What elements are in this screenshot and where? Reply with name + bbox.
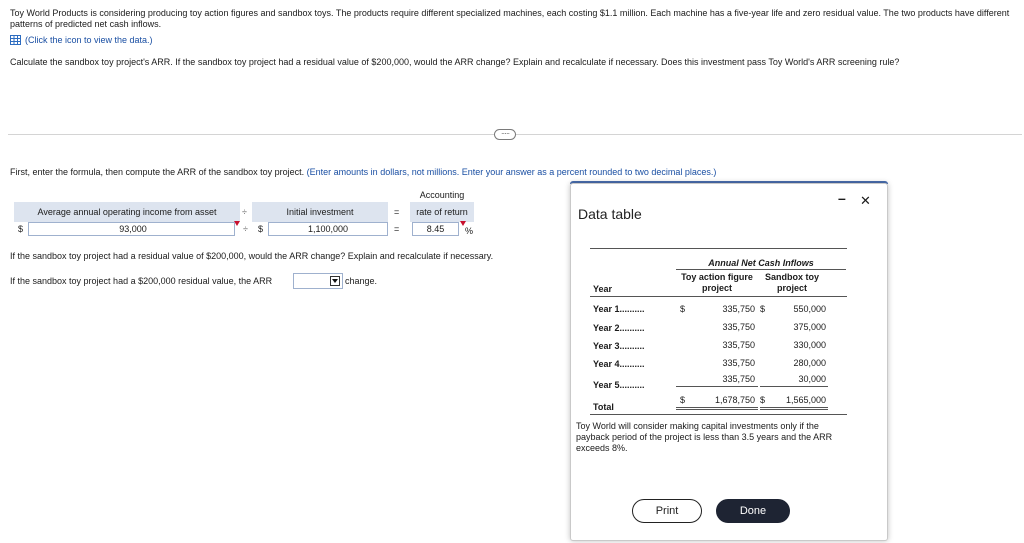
cell-sandbox-year4: 280,000 — [793, 358, 826, 368]
view-data-link[interactable] — [10, 35, 153, 45]
row-label-year4: Year 4.......... — [593, 359, 645, 369]
row-label-year2: Year 2.......... — [593, 323, 645, 333]
chevron-down-icon[interactable] — [330, 276, 340, 286]
done-button[interactable]: Done — [716, 499, 790, 523]
investment-dollar-sign: $ — [258, 224, 264, 234]
residual-sentence-end: change. — [345, 276, 378, 286]
divide-operator: ÷ — [242, 207, 247, 217]
cell-sandbox-year1: 550,000 — [793, 304, 826, 314]
percent-sign: % — [465, 226, 474, 236]
formula-header-arr — [410, 202, 474, 222]
arr-input[interactable] — [412, 222, 459, 236]
view-data-link-text[interactable]: (Click the icon to view the data.) — [25, 35, 153, 45]
residual-question: If the sandbox toy project had a residual value of $200,000, would the ARR change? Explain and recalculate if necessary. — [10, 251, 494, 261]
initial-investment-header-label: Initial investment — [286, 207, 354, 217]
arr-header-label: rate of return — [416, 207, 468, 217]
formula-header-avg-income — [14, 202, 240, 222]
action-subtotal-rule — [676, 386, 758, 387]
problem-question: Calculate the sandbox toy project's ARR. If the sandbox toy project had a residual value of $200,000, would the ARR change? Explain and recalculate if necessary. Does this investment pass Toy World's ARR screening rule? — [10, 57, 900, 67]
row-dollar2-year1: $ — [760, 304, 766, 314]
sandbox-subtotal-rule — [760, 386, 828, 387]
action-figure-header-line1: Toy action figure — [681, 272, 753, 282]
print-button[interactable]: Print — [632, 499, 702, 523]
data-table-icon[interactable] — [10, 35, 21, 45]
cell-action-year2: 335,750 — [722, 322, 755, 332]
cell-sandbox-year3: 330,000 — [793, 340, 826, 350]
arr-value: 8.45 — [426, 224, 445, 234]
initial-investment-input[interactable] — [268, 222, 388, 236]
total-dollar1: $ — [680, 395, 686, 405]
equals-operator: = — [394, 207, 400, 217]
row-label-year5: Year 5.......... — [593, 380, 645, 390]
residual-sentence-start: If the sandbox toy project had a $200,000 residual value, the ARR — [10, 276, 273, 286]
close-icon[interactable]: ✕ — [860, 193, 871, 208]
instruction-main: First, enter the formula, then compute the ARR of the sandbox toy project. — [10, 167, 307, 177]
equals-operator-2: = — [394, 224, 400, 234]
problem-intro: Toy World Products is considering producing toy action figures and sandbox toys. The products require different specialized machines, each costing $1.1 million. Each machine has a five-year life and zero residual value. The two products have different patterns of predicted net cash inflows. — [10, 8, 1010, 29]
cell-sandbox-total: 1,565,000 — [785, 395, 826, 405]
initial-investment-value: 1,100,000 — [307, 224, 349, 234]
cell-action-total: 1,678,750 — [714, 395, 755, 405]
formula-header-initial-investment — [252, 202, 388, 222]
sandbox-header-line1: Sandbox toy — [764, 272, 819, 282]
arr-change-dropdown[interactable] — [293, 273, 343, 289]
sandbox-header — [760, 272, 824, 294]
action-total-rule — [676, 407, 758, 410]
action-figure-header — [676, 272, 758, 294]
expand-more-button[interactable]: ····· — [494, 129, 516, 140]
minimize-icon[interactable]: – — [838, 190, 846, 206]
instruction-text — [10, 167, 716, 177]
row-label-year1: Year 1.......... — [593, 304, 645, 314]
action-figure-header-line2: project — [701, 283, 732, 293]
sandbox-header-line2: project — [776, 283, 807, 293]
cell-sandbox-year2: 375,000 — [793, 322, 826, 332]
avg-income-header-label: Average annual operating income from asset — [37, 207, 217, 217]
year-header: Year — [593, 284, 613, 294]
cell-action-year3: 335,750 — [722, 340, 755, 350]
modal-title: Data table — [578, 206, 642, 222]
group-header-rule — [676, 269, 846, 270]
divide-operator-2: ÷ — [243, 224, 248, 234]
cell-action-year5: 335,750 — [722, 374, 755, 384]
modal-footnote: Toy World will consider making capital investments only if the payback period of the project is less than 3.5 years and the ARR exceeds 8%. — [576, 421, 833, 453]
instruction-note: (Enter amounts in dollars, not millions. Enter your answer as a percent rounded to two decimal places.) — [306, 167, 717, 177]
row-label-year3: Year 3.......... — [593, 341, 645, 351]
avg-income-input[interactable] — [28, 222, 235, 236]
total-dollar2: $ — [760, 395, 766, 405]
cell-action-year1: 335,750 — [722, 304, 755, 314]
arr-header-line1: Accounting — [419, 190, 465, 200]
cell-action-year4: 335,750 — [722, 358, 755, 368]
header-bottom-rule — [590, 296, 847, 297]
income-dollar-sign: $ — [18, 224, 24, 234]
sandbox-total-rule — [760, 407, 828, 410]
avg-income-value: 93,000 — [119, 224, 147, 234]
row-dollar1-year1: $ — [680, 304, 686, 314]
group-header: Annual Net Cash Inflows — [708, 258, 814, 268]
table-bottom-rule — [590, 414, 847, 415]
cell-sandbox-year5: 30,000 — [798, 374, 826, 384]
total-label: Total — [593, 402, 614, 412]
table-top-rule — [590, 248, 847, 249]
